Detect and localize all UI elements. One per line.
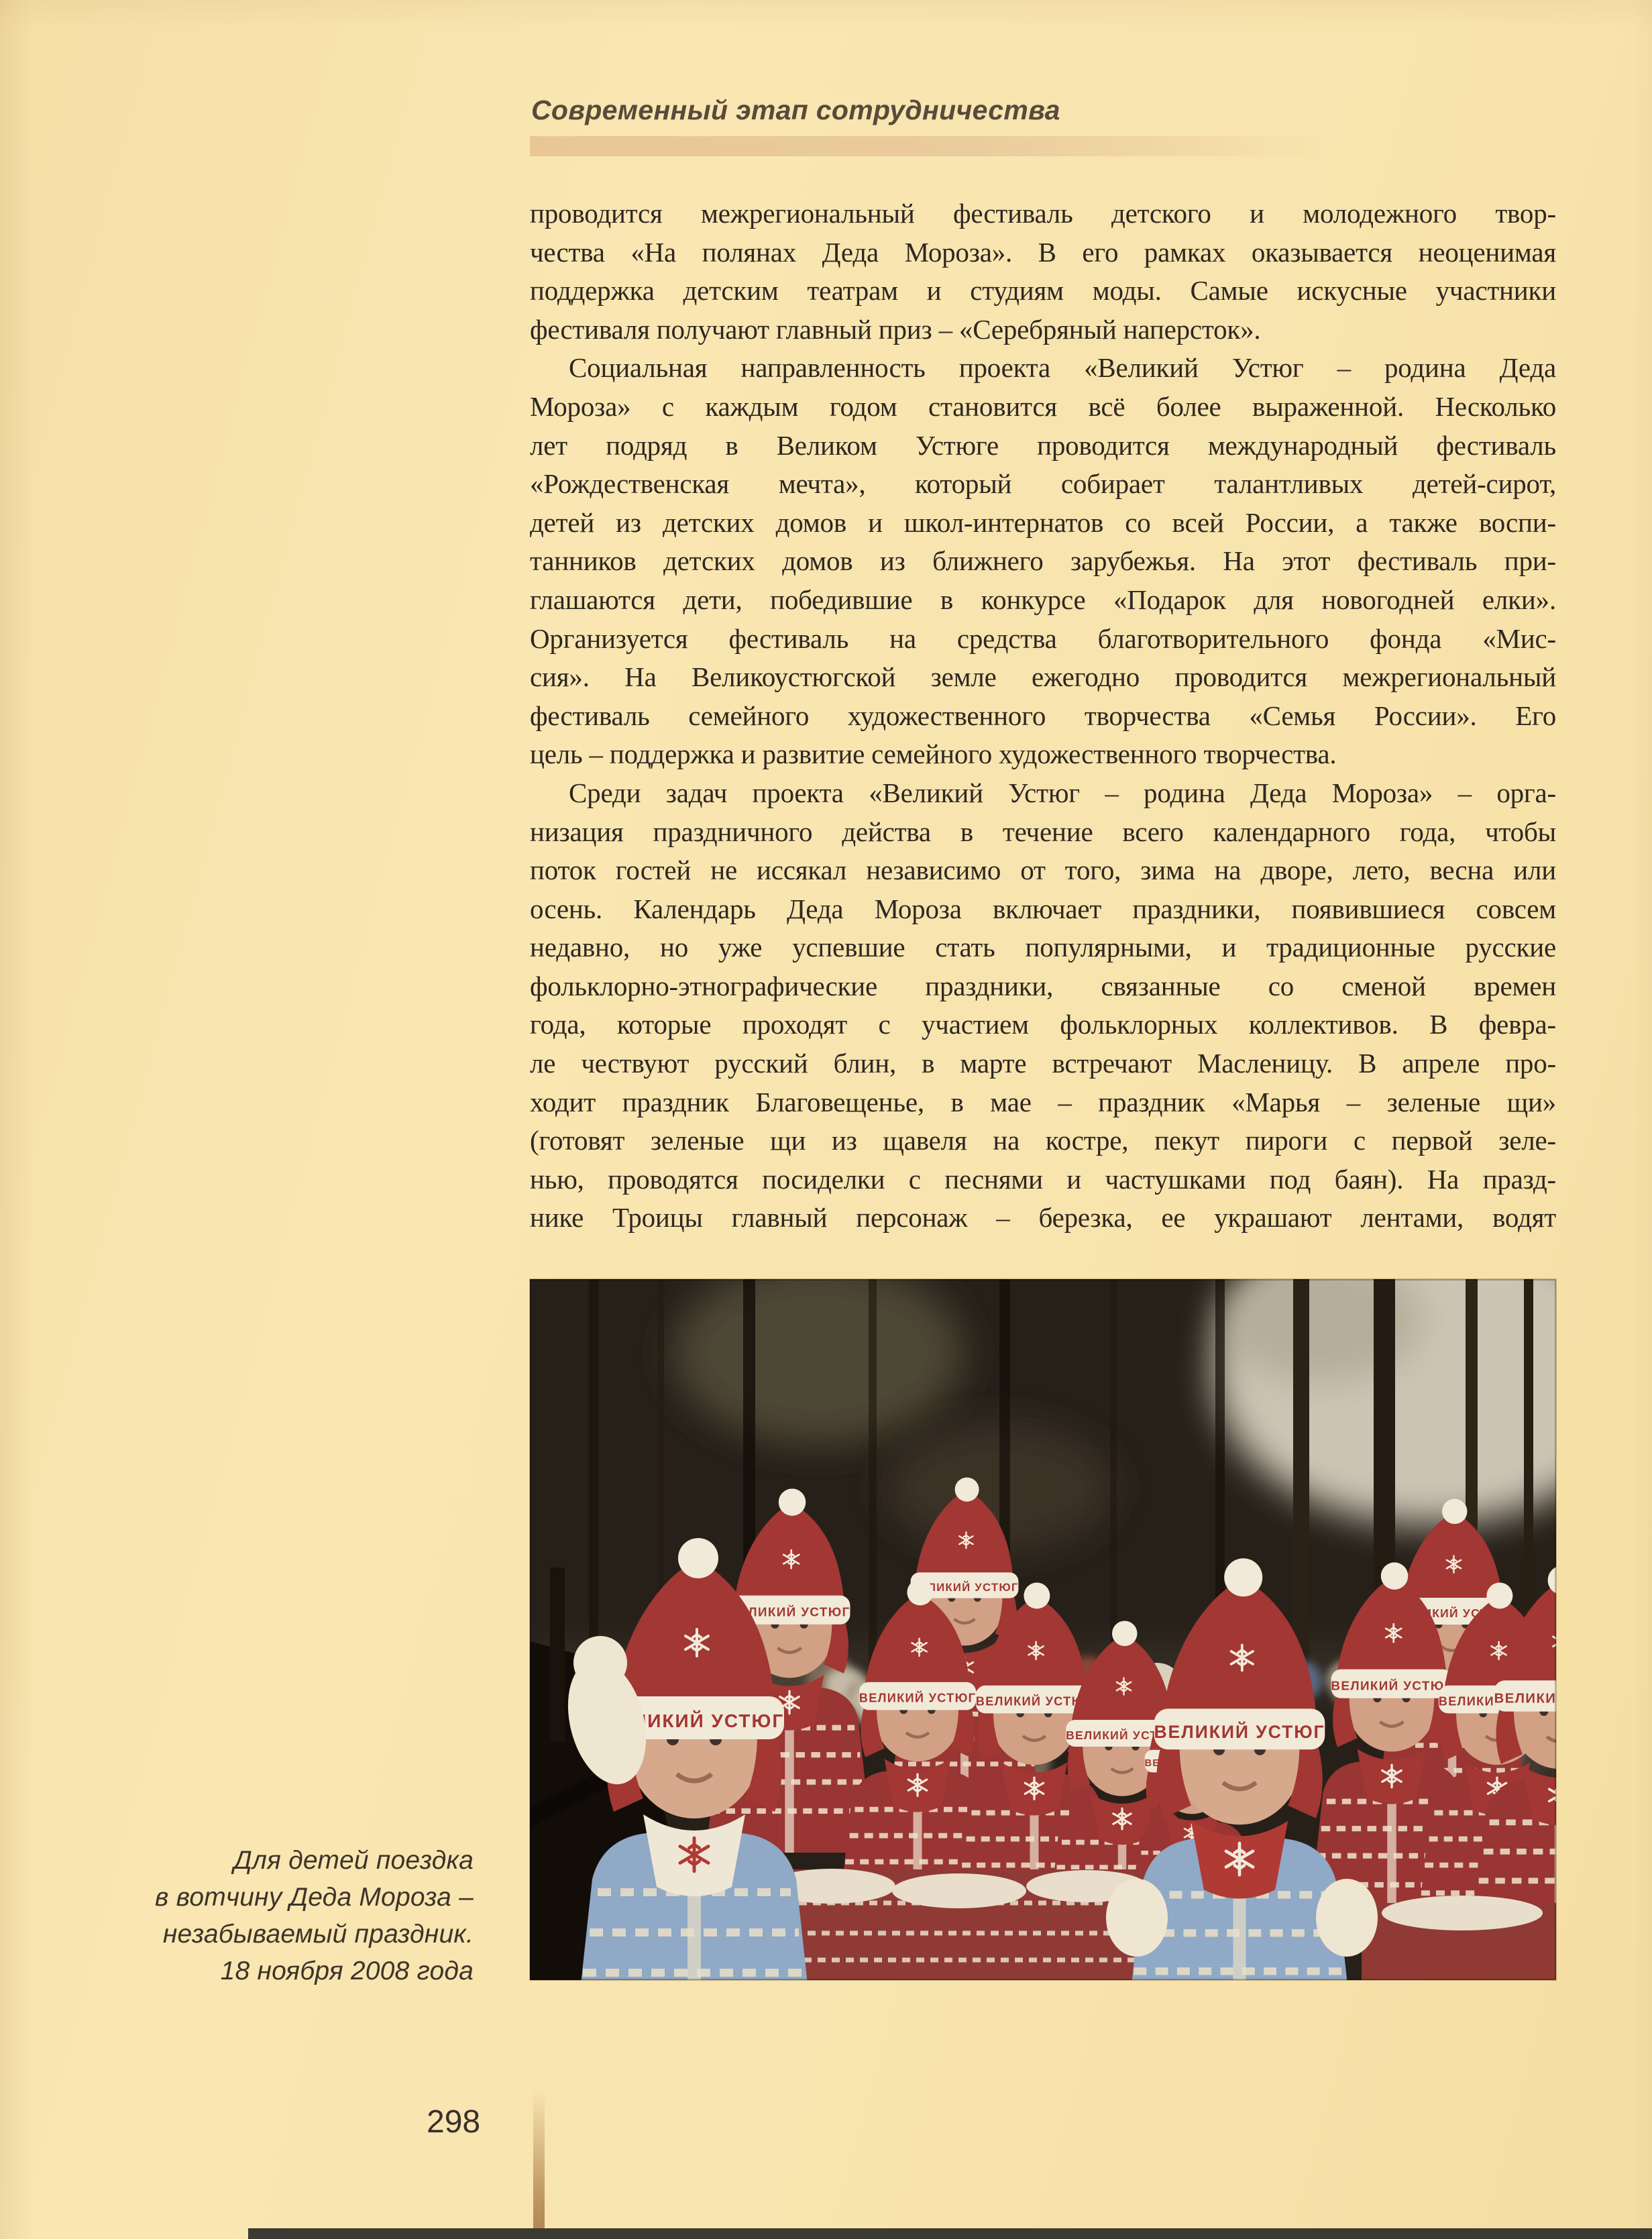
body-line: глашаются дети, победившие в конкурсе «Подарок для новогодней елки». [530,584,1556,615]
body-line: низация праздничного действа в течение всего календарного года, чтобы [530,816,1556,847]
body-line: нике Троицы главный персонаж – березка, ее украшают лентами, водят [530,1202,1556,1234]
body-line: Организуется фестиваль на средства благотворительного фонда «Мис- [530,622,1556,654]
caption-line: Для детей поездка [233,1846,474,1875]
body-line: танников детских домов из ближнего зарубежья. На этот фестиваль при- [530,545,1556,577]
caption-line: 18 ноября 2008 года [220,1957,474,1985]
body-line: ле чествуют русский блин, в марте встречают Масленицу. В апреле про- [530,1048,1556,1079]
body-line: детей из детских домов и школ-интернатов со всей России, а также воспи- [530,506,1556,538]
body-line: года, которые проходят с участием фольклорных коллективов. В февра- [530,1009,1556,1040]
caption-line: незабываемый праздник. [162,1920,474,1949]
body-line: цель – поддержка и развитие семейного художественного творчества. [530,739,1337,770]
body-line: Социальная направленность проекта «Великий Устюг – родина Деда [569,352,1556,384]
body-line: Среди задач проекта «Великий Устюг – родина Деда Мороза» – орга- [569,777,1556,808]
body-line: ходит праздник Благовещенье, в мае – праздник «Марья – зеленые щи» [530,1086,1556,1117]
body-line: проводится межрегиональный фестиваль детского и молодежного твор- [530,198,1556,229]
photo-caption [58,1842,474,1989]
page-number: 298 [427,2104,481,2140]
caption-line: в вотчину Деда Мороза – [155,1883,474,1912]
body-line: поддержка детским театрам и студиям моды. Самые искусные участники [530,275,1556,307]
body-line: лет подряд в Великом Устюге проводится международный фестиваль [530,429,1556,461]
body-line: (готовят зеленые щи из щавеля на костре, пекут пироги с первой зеле- [530,1125,1556,1156]
body-line: Мороза» с каждым годом становится всё более выраженной. Несколько [530,390,1556,422]
body-line: поток гостей не иссякал независимо от того, зима на дворе, лето, весна или [530,855,1556,886]
body-line: фестиваля получают главный приз – «Серебряный наперсток». [530,313,1261,345]
body-line: фольклорно-этнографические праздники, связанные со сменой времен [530,970,1556,1001]
page-header-title: Современный этап сотрудничества [531,95,1060,125]
body-line: недавно, но уже успевшие стать популярными, и традиционные русские [530,932,1556,963]
scan-edge-artifact [248,2228,1652,2239]
festival-photo [530,1279,1556,1980]
scan-stripe-artifact [533,2090,545,2239]
body-line: сия». На Великоустюгской земле ежегодно проводится межрегиональный [530,661,1556,693]
body-line: «Рождественская мечта», который собирает талантливых детей-сирот, [530,468,1556,500]
body-line: осень. Календарь Деда Мороза включает праздники, появившиеся совсем [530,893,1556,924]
body-line: чества «На полянах Деда Мороза». В его рамках оказывается неоценимая [530,236,1556,268]
body-line: фестиваль семейного художественного творчества «Семья России». Его [530,700,1556,731]
body-text [530,195,1556,1238]
body-line: нью, проводятся посиделки с песнями и частушками под баян). На празд- [530,1163,1556,1195]
header-rule [530,136,1321,156]
